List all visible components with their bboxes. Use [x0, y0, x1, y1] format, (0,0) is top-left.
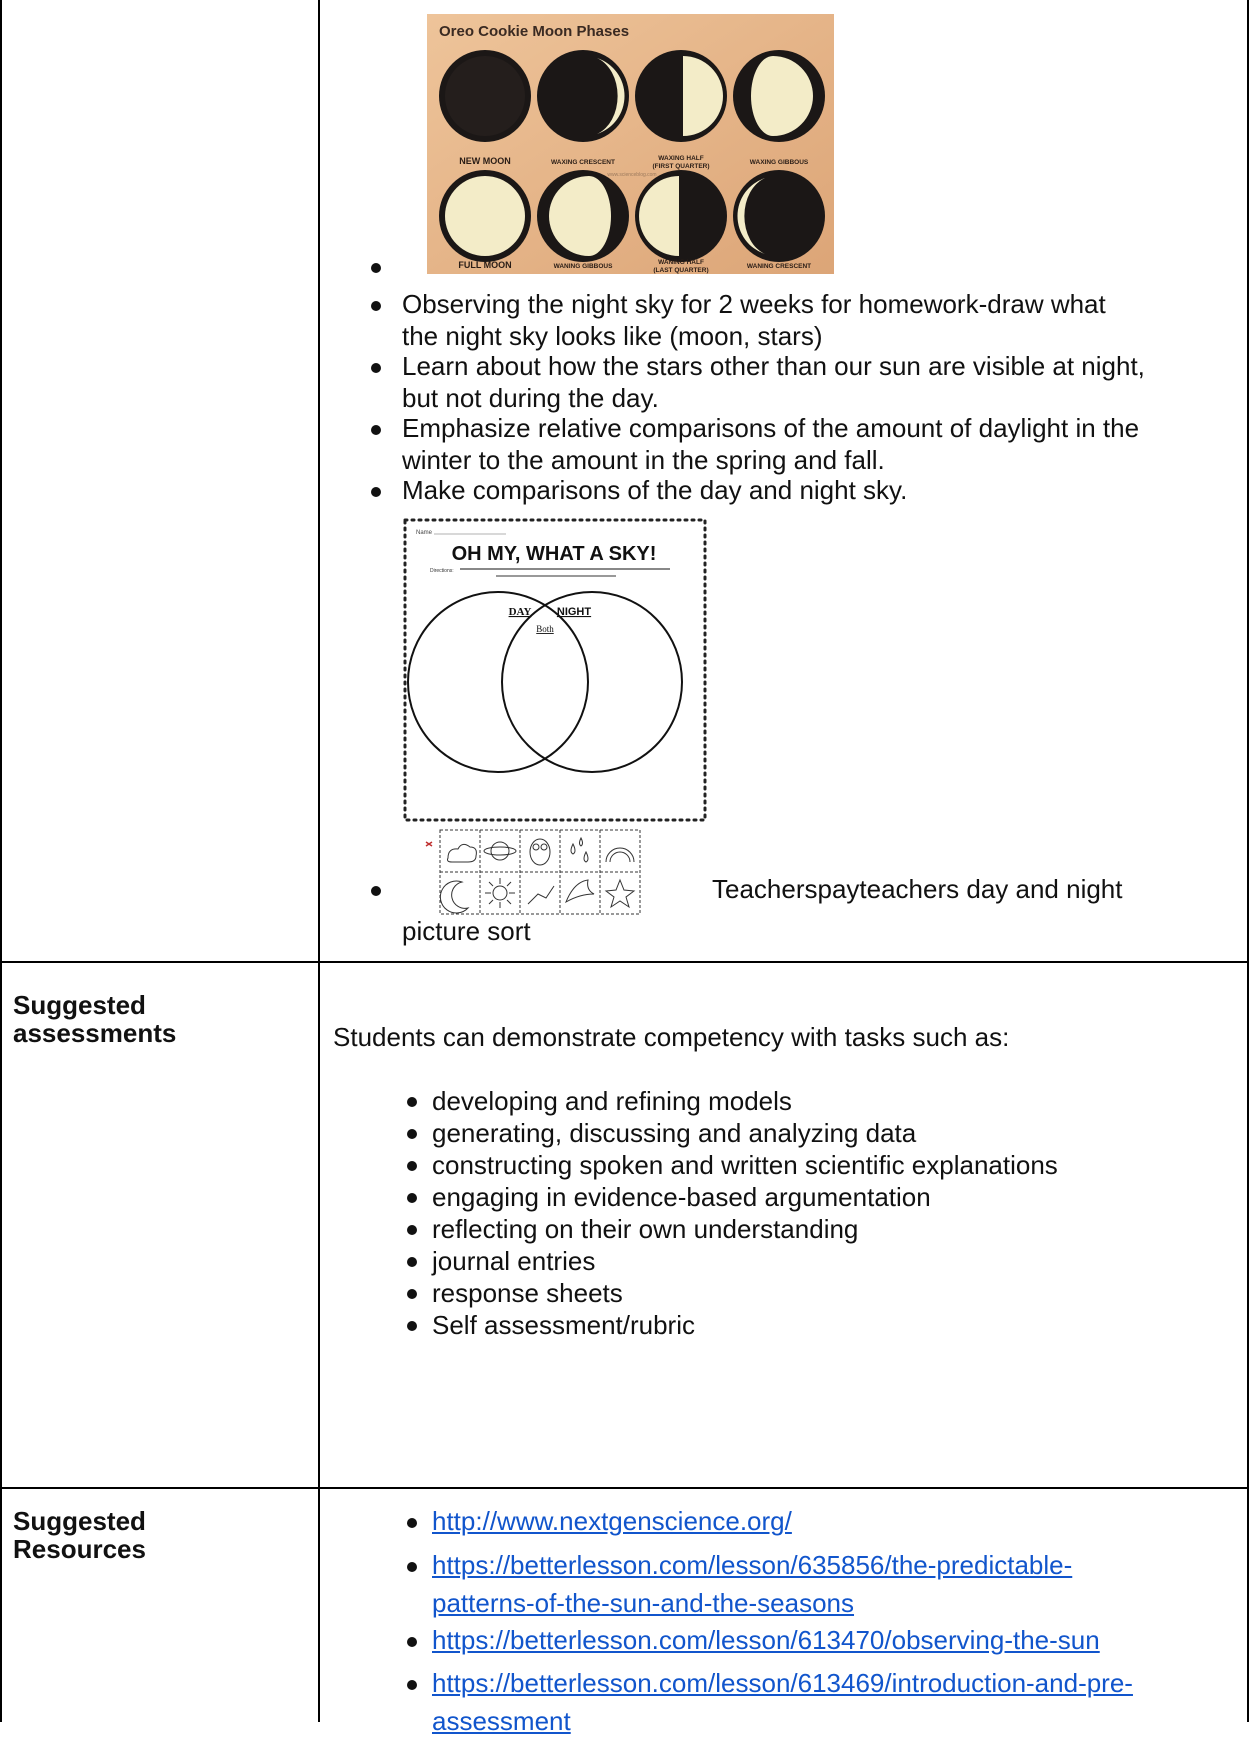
assessment-item-8: Self assessment/rubric [432, 1310, 695, 1340]
day-night-worksheet-image [396, 512, 712, 917]
label-last-quarter: (LAST QUARTER) [653, 267, 709, 274]
activity-2-line-2: but not during the day. [402, 383, 659, 413]
label-waning-gibbous: WANING GIBBOUS [553, 263, 613, 270]
label-waxing-crescent: WAXING CRESCENT [551, 159, 615, 166]
bullet-assessment-7 [407, 1289, 417, 1299]
bullet-activity-1 [371, 301, 381, 311]
bullet-picture-sort [371, 886, 381, 896]
waxing-half-cookie [635, 50, 727, 142]
resource-link-2-line-2[interactable]: patterns-of-the-sun-and-the-seasons [432, 1588, 855, 1618]
resource-link-4-line-1[interactable]: https://betterlesson.com/lesson/613469/introduction-and-pre- [432, 1668, 1133, 1698]
bullet-activity-4 [371, 487, 381, 497]
picture-sort-caption-line-1: Teacherspayteachers day and night [712, 874, 1123, 904]
row-divider-activities [0, 961, 1249, 963]
bullet-assessment-6 [407, 1257, 417, 1267]
oreo-moon-phases-image [427, 14, 834, 274]
label-waning-crescent: WANING CRESCENT [746, 263, 812, 270]
assessment-item-7: response sheets [432, 1278, 623, 1308]
full-moon-cookie [439, 170, 531, 262]
worksheet-name-label: Name [416, 530, 433, 536]
activity-4-line-1: Make comparisons of the day and night sky. [402, 475, 908, 505]
bullet-moon-image [371, 263, 381, 273]
assessment-item-4: engaging in evidence-based argumentation [432, 1182, 931, 1212]
resources-label-line-1: Suggested [13, 1506, 146, 1536]
waning-half-cookie [635, 170, 727, 262]
bullet-assessment-3 [407, 1161, 417, 1171]
assessment-item-1: developing and refining models [432, 1086, 792, 1116]
waxing-gibbous-cookie [733, 50, 825, 142]
worksheet-both-label: Both [536, 624, 554, 634]
worksheet-directions-label: Directions: [430, 568, 454, 574]
assessment-item-6: journal entries [432, 1246, 596, 1276]
resource-link-2-line-1[interactable]: https://betterlesson.com/lesson/635856/the-predictable- [432, 1550, 1073, 1580]
label-waning-half: WANING HALF [658, 259, 704, 266]
picture-sort-caption-line-2: picture sort [402, 916, 531, 946]
day-night-worksheet-figure [396, 512, 712, 917]
assessments-label-line-1: Suggested [13, 990, 146, 1020]
bullet-assessment-8 [407, 1321, 417, 1331]
assessment-item-3: constructing spoken and written scientific explanations [432, 1150, 1058, 1180]
label-waxing-gibbous: WAXING GIBBOUS [749, 159, 809, 166]
waxing-crescent-cookie [537, 50, 629, 142]
bullet-assessment-2 [407, 1129, 417, 1139]
resource-link-3[interactable]: https://betterlesson.com/lesson/613470/observing-the-sun [432, 1625, 1100, 1655]
new-moon-cookie [439, 50, 531, 142]
bullet-resource-1 [407, 1518, 417, 1528]
resource-link-4-line-2[interactable]: assessment [432, 1706, 571, 1736]
assessment-item-5: reflecting on their own understanding [432, 1214, 859, 1244]
waning-crescent-cookie [733, 170, 825, 262]
bullet-assessment-4 [407, 1193, 417, 1203]
bullet-assessment-1 [407, 1097, 417, 1107]
assessments-intro: Students can demonstrate competency with tasks such as: [333, 1022, 1010, 1052]
label-full-moon: FULL MOON [458, 260, 512, 270]
bullet-resource-2 [407, 1562, 417, 1572]
worksheet-day-label: DAY [508, 606, 532, 618]
resources-label-line-2: Resources [13, 1534, 146, 1564]
activity-2-line-1: Learn about how the stars other than our sun are visible at night, [402, 351, 1145, 381]
table-left-border [0, 0, 2, 1722]
bullet-assessment-5 [407, 1225, 417, 1235]
assessment-item-2: generating, discussing and analyzing data [432, 1118, 917, 1148]
label-waxing-half: WAXING HALF [658, 155, 704, 162]
activity-1-line-1: Observing the night sky for 2 weeks for homework-draw what [402, 289, 1106, 319]
activity-3-line-2: winter to the amount in the spring and fall. [402, 445, 885, 475]
activity-3-line-1: Emphasize relative comparisons of the amount of daylight in the [402, 413, 1140, 443]
worksheet-title: OH MY, WHAT A SKY! [451, 543, 657, 565]
row-divider-assessments [0, 1487, 1249, 1489]
moon-image-title: Oreo Cookie Moon Phases [439, 23, 630, 40]
bullet-resource-4 [407, 1680, 417, 1690]
resource-link-1[interactable]: http://www.nextgenscience.org/ [432, 1506, 792, 1536]
oreo-moon-phases-figure [427, 14, 834, 274]
bullet-activity-2 [371, 363, 381, 373]
waning-gibbous-cookie [537, 170, 629, 262]
label-first-quarter: (FIRST QUARTER) [652, 163, 710, 170]
label-new-moon: NEW MOON [459, 156, 511, 166]
bullet-activity-3 [371, 425, 381, 435]
moon-image-watermark: www.scienceblog.com [607, 172, 657, 178]
assessments-label-line-2: assessments [13, 1018, 177, 1048]
worksheet-night-label: NIGHT [556, 606, 592, 618]
activity-1-line-2: the night sky looks like (moon, stars) [402, 321, 823, 351]
worksheet-directions-text [460, 568, 670, 570]
bullet-resource-3 [407, 1637, 417, 1647]
table-column-divider [318, 0, 320, 1722]
